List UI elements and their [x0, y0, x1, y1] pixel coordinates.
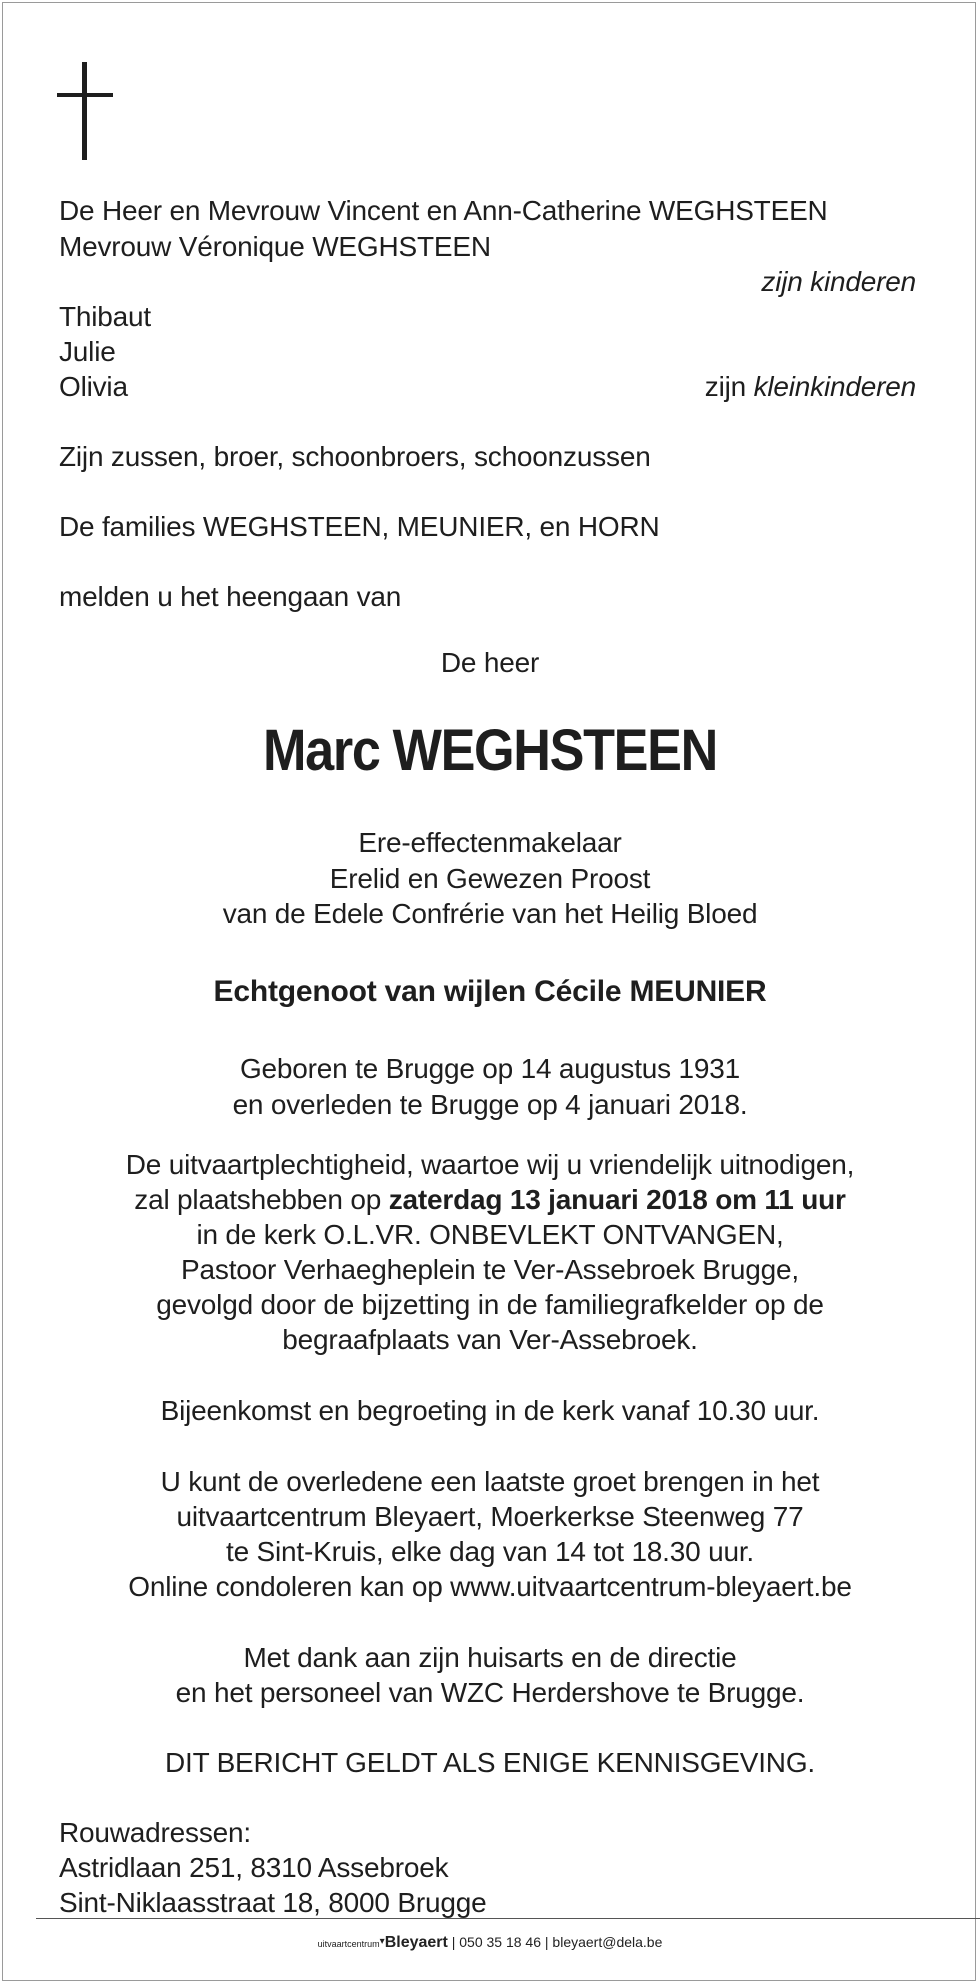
role-line-3: van de Edele Confrérie van het Heilig Bloed	[222, 898, 758, 929]
spouse-line: Echtgenoot van wijlen Cécile MEUNIER	[213, 975, 767, 1008]
footer-divider	[36, 1918, 980, 1919]
footer-brand-mark-icon: ▾	[379, 1936, 385, 1947]
ceremony-line-4: Pastoor Verhaegheplein te Ver-Assebroek Brugge,	[181, 1254, 799, 1285]
thanks-line-2: en het personeel van WZC Herdershove te Brugge.	[175, 1677, 805, 1708]
role-line-1: Ere-effectenmakelaar	[358, 827, 622, 858]
grandchildren-role	[705, 370, 916, 404]
grandchildren-role-label: kleinkinderen	[753, 371, 916, 402]
visit-line-1: U kunt de overledene een laatste groet brengen in het	[160, 1466, 820, 1497]
ceremony-line-3: in de kerk O.L.VR. ONBEVLEKT ONTVANGEN,	[196, 1219, 784, 1250]
footer	[0, 1933, 980, 1953]
ceremony-date-prefix: zal plaatshebben op	[134, 1184, 382, 1215]
visit-line-4: Online condoleren kan op www.uitvaartcentrum-bleyaert.be	[128, 1571, 852, 1602]
ceremony-line-1: De uitvaartplechtigheid, waartoe wij u vriendelijk uitnodigen,	[125, 1149, 855, 1180]
siblings-line: Zijn zussen, broer, schoonbroers, schoonzussen	[59, 441, 651, 472]
ceremony-line-6: begraafplaats van Ver-Assebroek.	[282, 1324, 698, 1355]
children-role: zijn kinderen	[761, 266, 916, 297]
died-line: en overleden te Brugge op 4 januari 2018.	[232, 1089, 748, 1120]
ceremony-line-5: gevolgd door de bijzetting in de familiegrafkelder op de	[156, 1289, 824, 1320]
footer-prefix: uitvaartcentrum	[317, 1939, 380, 1949]
announce-line: melden u het heengaan van	[59, 581, 402, 612]
grandchildren-role-prefix: zijn	[704, 371, 746, 402]
thanks-line-1: Met dank aan zijn huisarts en de directie	[243, 1642, 737, 1673]
cross-icon	[57, 62, 113, 160]
children-line-1: De Heer en Mevrouw Vincent en Ann-Catherine WEGHSTEEN	[59, 195, 828, 226]
grandchild-3: Olivia	[59, 371, 128, 402]
children-line-2: Mevrouw Véronique WEGHSTEEN	[59, 231, 491, 262]
footer-brand: Bleyaert	[384, 1934, 448, 1951]
visit-line-3: te Sint-Kruis, elke dag van 14 tot 18.30 uur.	[225, 1536, 754, 1567]
ceremony-line-2	[0, 1183, 980, 1217]
role-line-2: Erelid en Gewezen Proost	[329, 863, 651, 894]
gathering-line: Bijeenkomst en begroeting in de kerk vanaf 10.30 uur.	[160, 1395, 820, 1426]
addresses-heading: Rouwadressen:	[59, 1817, 251, 1848]
address-2: Sint-Niklaasstraat 18, 8000 Brugge	[59, 1887, 487, 1918]
ceremony-date: zaterdag 13 januari 2018 om 11 uur	[388, 1184, 846, 1215]
address-1: Astridlaan 251, 8310 Assebroek	[59, 1852, 449, 1883]
footer-email[interactable]: bleyaert@dela.be	[552, 1934, 663, 1950]
deceased-title: De heer	[440, 647, 540, 678]
deceased-name: Marc WEGHSTEEN	[263, 718, 717, 783]
grandchild-2: Julie	[59, 336, 116, 367]
born-line: Geboren te Brugge op 14 augustus 1931	[239, 1053, 741, 1084]
footer-phone: | 050 35 18 46 |	[451, 1934, 549, 1950]
visit-line-2: uitvaartcentrum Bleyaert, Moerkerkse Steenweg 77	[176, 1501, 804, 1532]
grandchild-1: Thibaut	[59, 301, 151, 332]
families-line: De families WEGHSTEEN, MEUNIER, en HORN	[59, 511, 660, 542]
notice-line: DIT BERICHT GELDT ALS ENIGE KENNISGEVING.	[165, 1747, 815, 1778]
